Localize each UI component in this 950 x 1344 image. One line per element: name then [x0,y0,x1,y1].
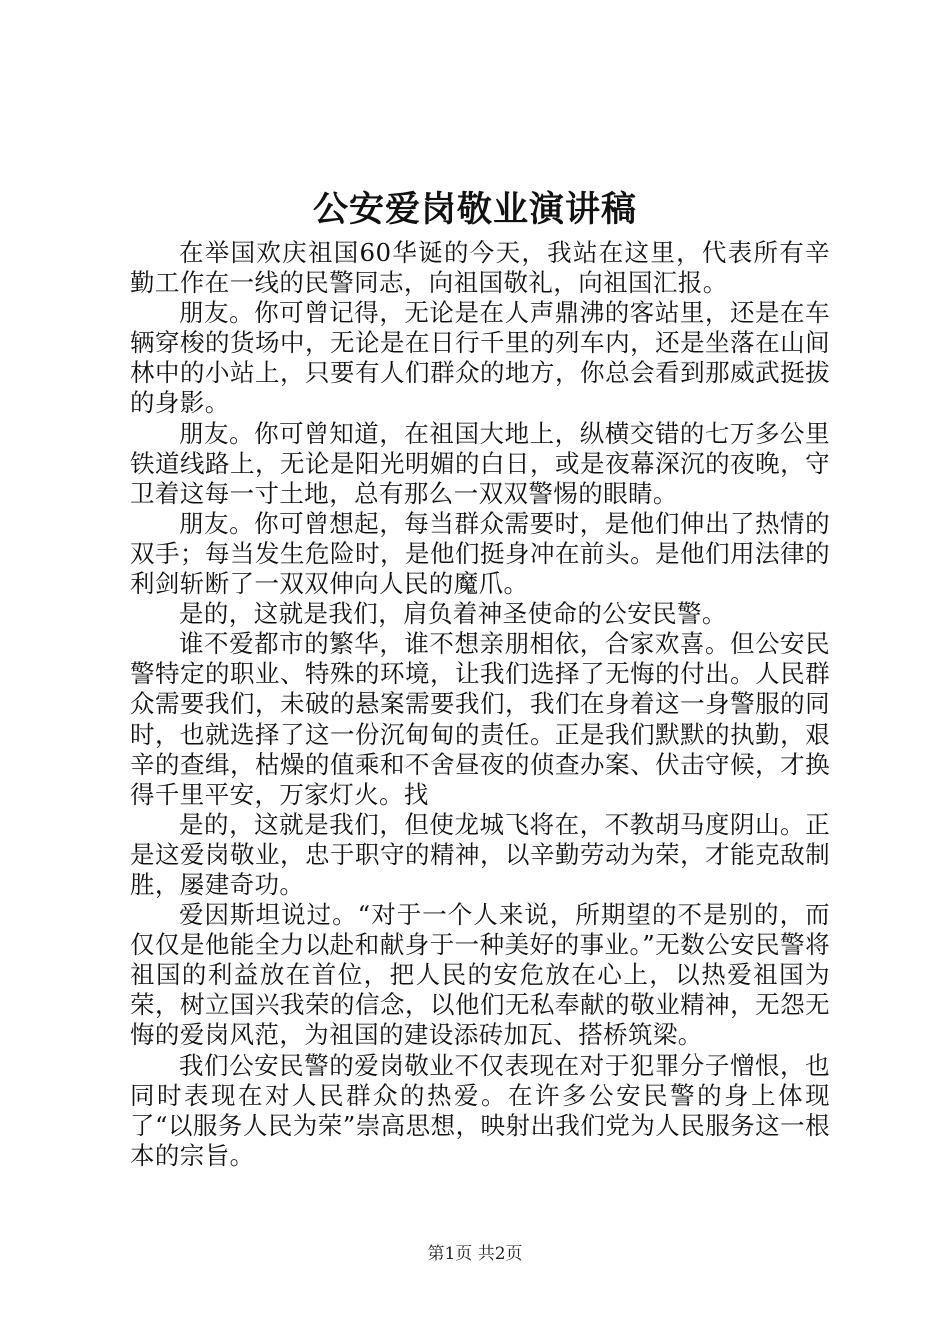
paragraph: 朋友。你可曾记得，无论是在人声鼎沸的客站里，还是在车辆穿梭的货场中，无论是在日行千里的列车内，还是坐落在山间林中的小站上，只要有人们群众的地方，你总会看到那威武挺拔的身影。 [130,298,830,418]
paragraph: 爱因斯坦说过。“对于一个人来说，所期望的不是别的，而仅仅是他能全力以赴和献身于一种美好的事业。”无数公安民警将祖国的利益放在首位，把人民的安危放在心上，以热爱祖国为荣，树立国兴我荣的信念，以他们无私奉献的敬业精神，无怨无悔的爱岗风范，为祖国的建设添砖加瓦、搭桥筑梁。 [130,900,830,1050]
paragraph: 朋友。你可曾想起，每当群众需要时，是他们伸出了热情的双手；每当发生危险时，是他们挺身冲在前头。是他们用法律的利剑斩断了一双双伸向人民的魔爪。 [130,508,830,599]
paragraph: 在举国欢庆祖国60华诞的今天，我站在这里，代表所有辛勤工作在一线的民警同志，向祖国敬礼，向祖国汇报。 [130,238,830,298]
page-number-footer: 第1页 共2页 [427,1244,523,1264]
paragraph: 是的，这就是我们，但使龙城飞将在，不教胡马度阴山。正是这爱岗敬业，忠于职守的精神，以辛勤劳动为荣，才能克敌制胜，屡建奇功。 [130,809,830,899]
paragraph: 谁不爱都市的繁华，谁不想亲朋相依，合家欢喜。但公安民警特定的职业、特殊的环境，让我们选择了无悔的付出。人民群众需要我们，未破的悬案需要我们，我们在身着这一身警服的同时，也就选择了这一份沉甸甸的责任。正是我们默默的执勤，艰辛的查缉，枯燥的值乘和不舍昼夜的侦查办案、伏击守候，才换得千里平安，万家灯火。找 [130,629,830,809]
paragraph: 我们公安民警的爱岗敬业不仅表现在对于犯罪分子憎恨，也同时表现在对人民群众的热爱。在许多公安民警的身上体现了“以服务人民为荣”崇高思想，映射出我们党为人民服务这一根本的宗旨。 [130,1050,830,1170]
paragraph: 是的，这就是我们，肩负着神圣使命的公安民警。 [179,599,727,629]
document-title: 公安爱岗敬业演讲稿 [312,189,637,230]
paragraph: 朋友。你可曾知道，在祖国大地上，纵横交错的七万多公里铁道线路上，无论是阳光明媚的白日，或是夜幕深沉的夜晚，守卫着这每一寸土地，总有那么一双双警惕的眼睛。 [130,418,830,508]
document-body [130,238,830,1171]
